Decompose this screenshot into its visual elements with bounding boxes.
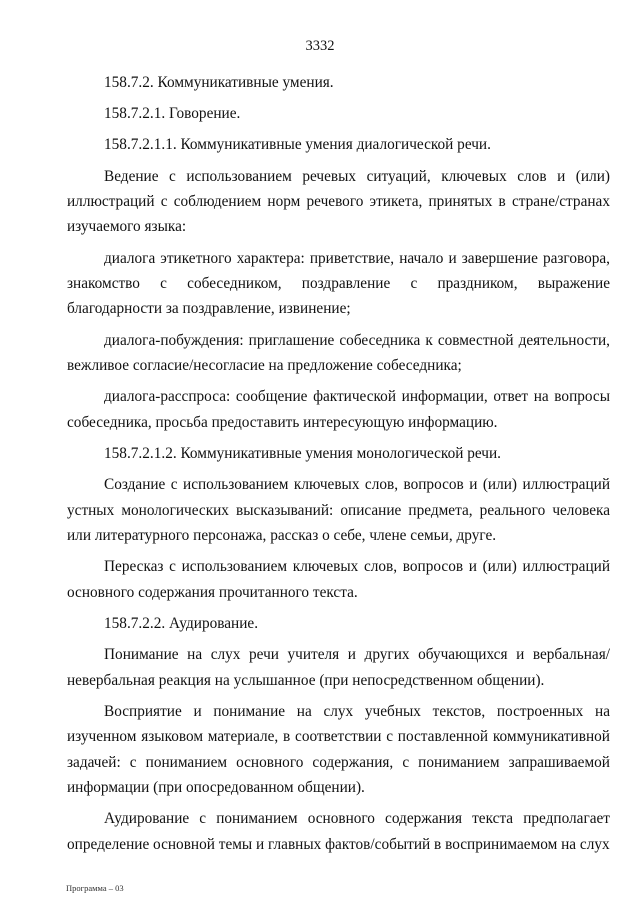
document-body xyxy=(67,70,610,863)
subsection-heading: 158.7.2.2. Аудирование. xyxy=(104,615,259,633)
paragraph: Восприятие и понимание на слух учебных текстов, построенных на изученном языковом материале, в соответствии с поставленной коммуникативной задачей: с пониманием основного содержания, с пониманием запрашиваемой информации (при опосредованном общении). xyxy=(67,703,610,796)
paragraph: диалога этикетного характера: приветствие, начало и завершение разговора, знакомство с собеседником, поздравление с праздником, выражение благодарности за поздравление, извинение; xyxy=(67,249,610,318)
paragraph: Понимание на слух речи учителя и других обучающихся и вербальная/невербальная реакция на услышанное (при непосредственном общении). xyxy=(67,646,610,689)
section-heading: 158.7.2. Коммуникативные умения. xyxy=(104,74,334,91)
page-footer: Программа – 03 xyxy=(66,883,124,893)
page-number: 3332 xyxy=(305,38,335,54)
subsection-heading: 158.7.2.1.2. Коммуникативные умения монологической речи. xyxy=(104,445,502,463)
paragraph: Создание с использованием ключевых слов, вопросов и (или) иллюстраций устных монологических высказываний: описание предмета, реального человека или литературного персонажа, рассказ о себе, члене семьи, друге. xyxy=(67,476,610,544)
paragraph: диалога-побуждения: приглашение собеседника к совместной деятельности, вежливое согласие/несогласие на предложение собеседника; xyxy=(67,331,610,374)
paragraph: Пересказ с использованием ключевых слов, вопросов и (или) иллюстраций основного содержания прочитанного текста. xyxy=(67,558,610,601)
subsection-heading: 158.7.2.1. Говорение. xyxy=(104,105,241,123)
paragraph: диалога-расспроса: сообщение фактической информации, ответ на вопросы собеседника, просьба предоставить интересующую информацию. xyxy=(67,388,610,431)
subsection-heading: 158.7.2.1.1. Коммуникативные умения диалогической речи. xyxy=(104,136,491,154)
paragraph: Аудирование с пониманием основного содержания текста предполагает определение основной темы и главных фактов/событий в воспринимаемом на слух xyxy=(67,810,610,853)
paragraph: Ведение с использованием речевых ситуаций, ключевых слов и (или) иллюстраций с соблюдением норм речевого этикета, принятых в стране/странах изучаемого языка: xyxy=(67,167,610,236)
